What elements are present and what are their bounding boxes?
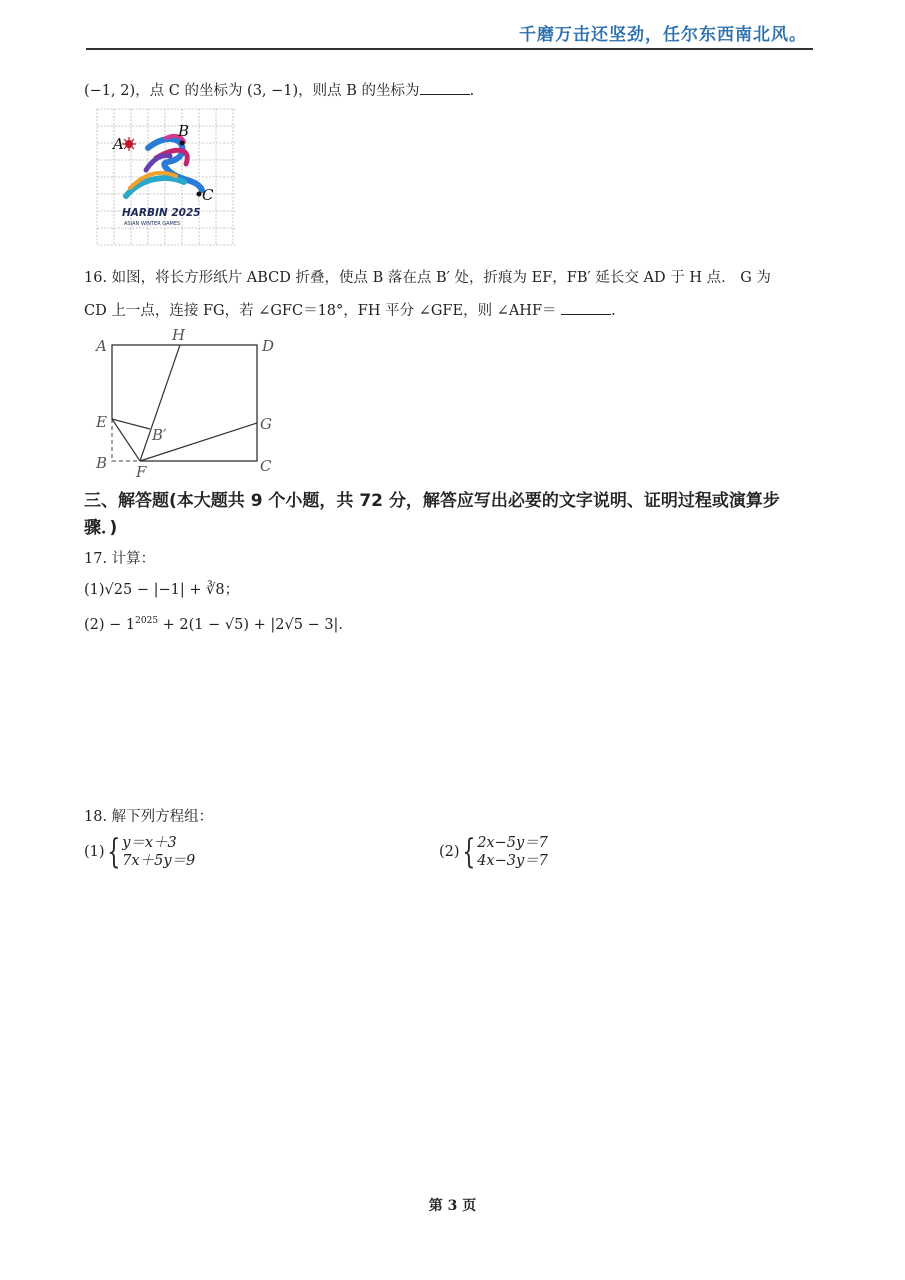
q16-label-b: B — [96, 454, 108, 472]
q17-part2-rest: + 2(1 − √5) + |2√5 − 3|. — [158, 616, 344, 633]
q17-title: 17. 计算： — [84, 551, 156, 567]
q16-line2-text: CD 上一点，连接 FG，若 ∠GFC＝18°，FH 平分 ∠GFE，则 ∠AHF＝ — [84, 303, 557, 319]
q16-label-b-prime: B′ — [152, 426, 167, 444]
header-motto: 千磨万击还坚劲，任尔东西南北风。 — [519, 25, 807, 45]
q15-tail — [84, 80, 474, 101]
page-number: 第 3 页 — [428, 1198, 477, 1214]
q18-part1 — [84, 834, 195, 870]
q15-end: . — [469, 83, 475, 99]
q18-p2-eq1: 2x−5y＝7 — [477, 835, 548, 851]
q18-p1-system — [122, 834, 195, 870]
q16-label-h: H — [172, 328, 186, 344]
harbin-logo-graphic — [126, 136, 202, 196]
q18-p2-label: (2) — [439, 844, 460, 860]
q15-grid-figure — [96, 108, 236, 246]
q15-label-b: B — [178, 122, 190, 140]
q15-answer-blank — [420, 80, 470, 95]
q16-label-a: A — [96, 337, 107, 355]
section3-heading-line2: 骤．) — [84, 518, 118, 538]
q18-p2-brace: { — [461, 832, 475, 872]
q16-label-f: F — [136, 463, 147, 480]
q18-p1-eq1: y＝x＋3 — [122, 835, 177, 851]
q16-figure — [88, 328, 288, 480]
q15-point-b — [180, 141, 185, 146]
q16-label-e: E — [96, 413, 107, 431]
q15-tail-text: (−1, 2)，点 C 的坐标为 (3, −1)，则点 B 的坐标为 — [84, 83, 420, 99]
q15-star-a — [122, 137, 136, 151]
section3-heading-line1: 三、解答题(本大题共 9 个小题，共 72 分，解答应写出必要的文字说明、证明过程或演算步 — [84, 491, 780, 511]
q15-point-c — [197, 192, 202, 197]
q17-part2-lead: (2) − 1 — [84, 616, 136, 633]
q16-answer-blank — [561, 300, 611, 315]
q16-line2 — [84, 300, 616, 321]
q18-p1-eq2: 7x＋5y＝9 — [122, 853, 196, 869]
q15-label-c: C — [202, 186, 214, 204]
q17-part2-exponent: 2025 — [135, 616, 159, 626]
q18-part2 — [439, 834, 548, 870]
header-rule — [86, 48, 813, 50]
q16-end: . — [611, 303, 616, 319]
q17-part2 — [84, 611, 343, 635]
q17-part1: (1)√25 − |−1| + ∛8； — [84, 582, 240, 598]
q16-label-d: D — [262, 337, 275, 355]
q15-logo-text: HARBIN 2025 — [122, 207, 201, 219]
q18-p2-system — [477, 834, 548, 870]
q18-p1-brace: { — [106, 832, 120, 872]
q18-p1-label: (1) — [84, 844, 105, 860]
q18-p2-eq2: 4x−3y＝7 — [477, 853, 548, 869]
q15-label-a: A — [113, 135, 124, 153]
q16-line1: 16. 如图，将长方形纸片 ABCD 折叠，使点 B 落在点 B′ 处，折痕为 EF，FB′ 延长交 AD 于 H 点． G 为 — [84, 270, 771, 286]
q16-label-g: G — [260, 415, 272, 433]
q18-title: 18. 解下列方程组： — [84, 809, 214, 825]
q16-label-c: C — [260, 457, 272, 475]
q16-rectangle — [112, 345, 257, 461]
q15-logo-subtext: ASIAN WINTER GAMES — [124, 221, 181, 227]
